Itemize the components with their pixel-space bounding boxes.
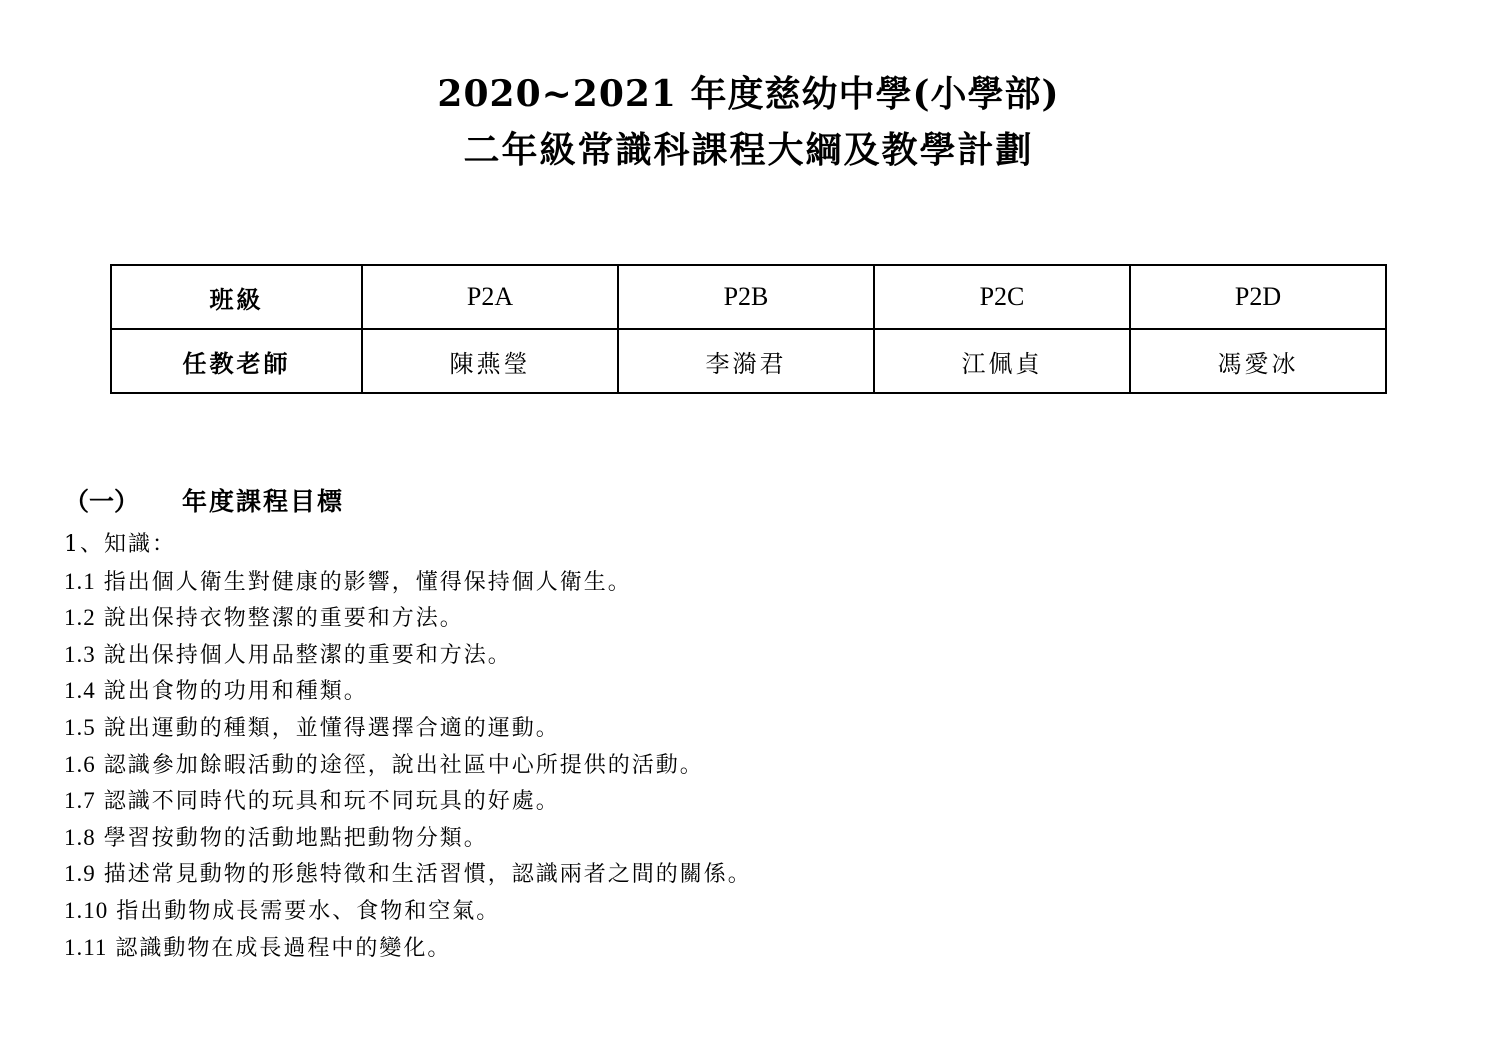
class-header-cell: 班級 — [111, 265, 362, 329]
title-line-school-year: 2020~2021 年度慈幼中學(小學部) — [437, 73, 1060, 115]
class-cell-p2c: P2C — [874, 265, 1130, 329]
item-number: 1.11 — [64, 934, 108, 960]
item-number: 1.5 — [64, 714, 96, 740]
teacher-cell-p2a: 陳燕瑩 — [362, 329, 618, 393]
item-text: 說出食物的功用和種類。 — [103, 679, 368, 705]
class-cell-p2d: P2D — [1130, 265, 1386, 329]
document-title — [0, 66, 1497, 178]
item-number: 1.6 — [64, 751, 96, 777]
item-text: 指出動物成長需要水、食物和空氣。 — [116, 898, 501, 924]
section-number: （一） — [64, 487, 140, 516]
teacher-cell-p2d: 馮愛冰 — [1130, 329, 1386, 393]
item-text: 認識動物在成長過程中的變化。 — [115, 935, 452, 961]
list-item — [64, 856, 752, 893]
list-item — [64, 600, 752, 637]
teacher-cell-p2c: 江佩貞 — [874, 329, 1130, 393]
class-cell-p2a: P2A — [362, 265, 618, 329]
title-line-course-plan: 二年級常識科課程大綱及教學計劃 — [463, 129, 1034, 171]
item-text: 說出保持衣物整潔的重要和方法。 — [103, 606, 464, 632]
item-number: 1.7 — [64, 788, 96, 814]
item-text: 認識參加餘暇活動的途徑，說出社區中心所提供的活動。 — [103, 752, 704, 778]
list-item — [64, 710, 752, 747]
item-text: 指出個人衛生對健康的影響，懂得保持個人衛生。 — [103, 569, 632, 595]
section-heading-annual-objectives — [64, 484, 344, 520]
item-text: 說出保持個人用品整潔的重要和方法。 — [103, 642, 512, 668]
list-item — [64, 930, 752, 967]
list-item — [64, 564, 752, 601]
section-title: 年度課程目標 — [182, 487, 345, 516]
item-number: 1.9 — [64, 861, 96, 887]
knowledge-subheading: 1、知識： — [64, 532, 176, 557]
item-number: 1.1 — [64, 568, 96, 594]
item-text: 學習按動物的活動地點把動物分類。 — [103, 825, 488, 851]
list-item — [64, 820, 752, 857]
class-cell-p2b: P2B — [618, 265, 874, 329]
list-item — [64, 637, 752, 674]
list-item — [64, 747, 752, 784]
teacher-header-cell: 任教老師 — [111, 329, 362, 393]
list-item — [64, 893, 752, 930]
item-number: 1.2 — [64, 605, 96, 631]
teacher-cell-p2b: 李漪君 — [618, 329, 874, 393]
table-row-classes — [111, 265, 1386, 329]
item-text: 認識不同時代的玩具和玩不同玩具的好處。 — [103, 789, 560, 815]
item-number: 1.4 — [64, 678, 96, 704]
item-number: 1.8 — [64, 824, 96, 850]
list-item — [64, 783, 752, 820]
table-row-teachers — [111, 329, 1386, 393]
item-text: 說出運動的種類，並懂得選擇合適的運動。 — [103, 715, 560, 741]
item-text: 描述常見動物的形態特徵和生活習慣，認識兩者之間的關係。 — [103, 862, 752, 888]
objectives-list — [64, 527, 752, 966]
item-number: 1.10 — [64, 897, 109, 923]
item-number: 1.3 — [64, 641, 96, 667]
class-teacher-table — [110, 264, 1387, 394]
list-item — [64, 673, 752, 710]
